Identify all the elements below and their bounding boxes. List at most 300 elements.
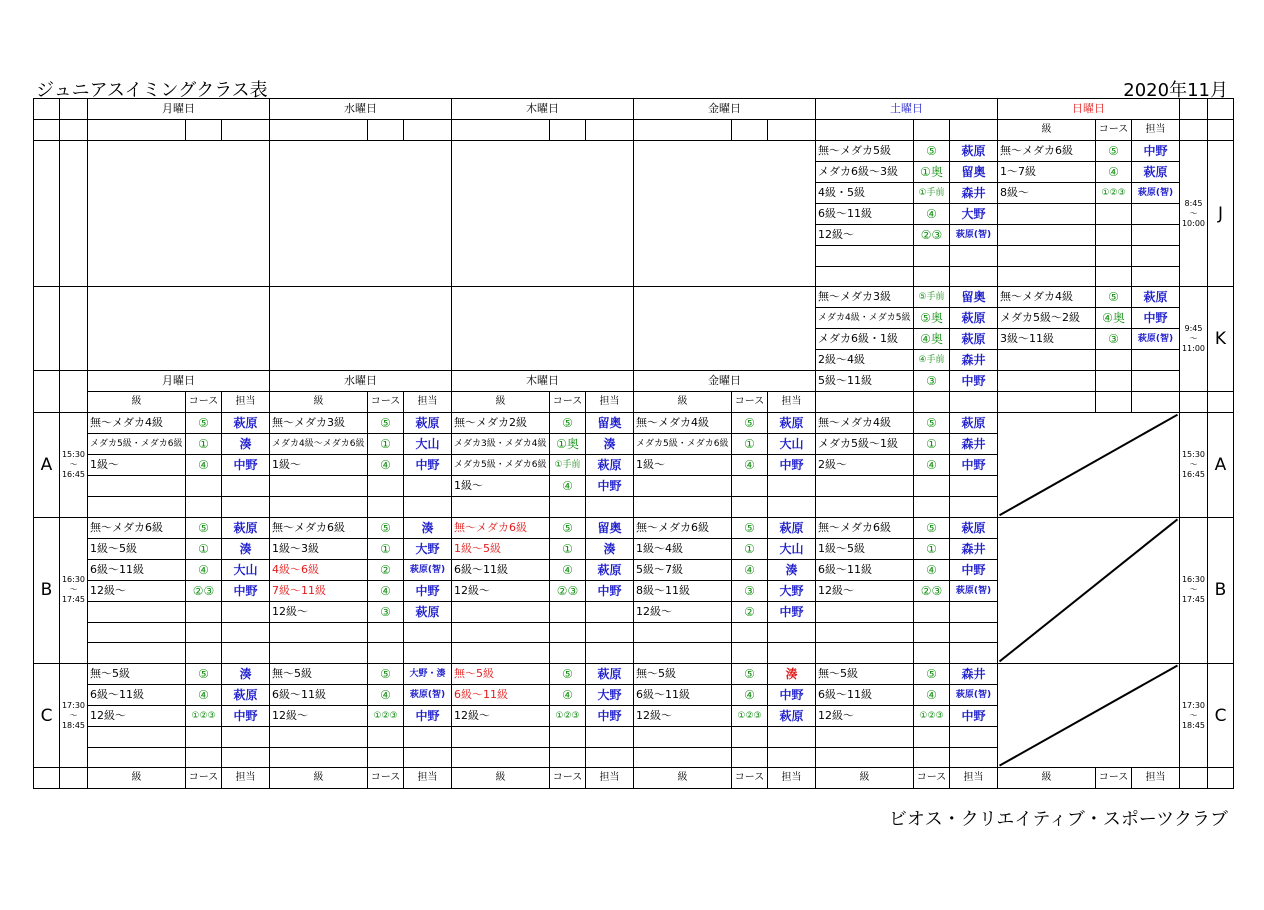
course-cell: ① — [186, 538, 222, 559]
grade-cell: 6級〜11級 — [634, 684, 732, 705]
course-cell — [1096, 225, 1132, 246]
course-cell: ⑤ — [368, 413, 404, 434]
course-cell — [914, 601, 950, 622]
course-cell — [914, 622, 950, 643]
cell — [60, 371, 88, 413]
subhdr-course: コース — [368, 392, 404, 413]
cell — [1180, 392, 1208, 413]
course-cell: ④ — [368, 580, 404, 601]
grade-cell: 1級〜3級 — [270, 538, 368, 559]
staff-cell — [586, 601, 634, 622]
class-label-c-right: C — [1208, 663, 1234, 767]
cell — [1208, 392, 1234, 413]
time-b: 16:30 〜 17:45 — [60, 517, 88, 663]
grade-cell: 無〜5級 — [634, 663, 732, 684]
blank-cell — [34, 287, 60, 371]
staff-cell — [950, 643, 998, 664]
course-cell: ①②③ — [1096, 183, 1132, 204]
cell — [186, 120, 222, 141]
subhdr-staff: 担当 — [404, 392, 452, 413]
course-cell: ④ — [732, 559, 768, 580]
schedule-table — [33, 98, 1234, 789]
cell — [816, 120, 914, 141]
empty-day — [634, 287, 816, 371]
grade-cell: 無〜メダカ4級 — [88, 413, 186, 434]
cell — [1132, 392, 1180, 413]
course-cell — [732, 643, 768, 664]
grade-cell: 無〜5級 — [816, 663, 914, 684]
empty-day — [270, 287, 452, 371]
grade-cell: 1級〜 — [452, 476, 550, 497]
grade-cell — [634, 726, 732, 747]
subhdr-grade: 級 — [452, 392, 550, 413]
staff-cell — [1132, 204, 1180, 225]
grade-cell — [816, 266, 914, 287]
staff-cell — [586, 726, 634, 747]
empty-day — [88, 141, 270, 287]
subhdr-grade: 級 — [270, 392, 368, 413]
subhdr-course: コース — [186, 392, 222, 413]
grade-cell: メダカ3級・メダカ4級 — [452, 434, 550, 455]
staff-cell: 中野 — [950, 455, 998, 476]
staff-cell: 中野 — [1132, 308, 1180, 329]
grade-cell: 1級〜 — [88, 455, 186, 476]
course-cell — [550, 726, 586, 747]
staff-cell: 中野 — [404, 705, 452, 726]
course-cell — [1096, 246, 1132, 267]
staff-cell: 留奥 — [950, 162, 998, 183]
course-cell: ③ — [732, 580, 768, 601]
grade-cell: 無〜メダカ6級 — [88, 517, 186, 538]
course-cell: ③ — [914, 371, 950, 392]
cell — [368, 120, 404, 141]
staff-cell — [768, 643, 816, 664]
staff-cell: 萩原 — [950, 329, 998, 350]
staff-cell: 中野 — [222, 455, 270, 476]
course-cell: ①手前 — [914, 183, 950, 204]
course-cell: ⑤ — [368, 517, 404, 538]
subhdr-grade: 級 — [816, 768, 914, 789]
subhdr-staff: 担当 — [1132, 768, 1180, 789]
grade-cell — [270, 497, 368, 518]
staff-cell — [950, 747, 998, 768]
staff-cell — [950, 726, 998, 747]
course-cell: ① — [368, 538, 404, 559]
course-cell — [914, 747, 950, 768]
staff-cell: 留奥 — [586, 413, 634, 434]
course-cell: ① — [914, 538, 950, 559]
staff-cell: 大野 — [586, 684, 634, 705]
grade-cell: 12級〜 — [452, 705, 550, 726]
course-cell — [550, 622, 586, 643]
subhdr-staff: 担当 — [768, 392, 816, 413]
grade-cell: 2級〜 — [816, 455, 914, 476]
course-cell: ① — [550, 538, 586, 559]
grade-cell: 6級〜11級 — [270, 684, 368, 705]
subhdr-staff: 担当 — [404, 768, 452, 789]
staff-cell: 萩原 — [950, 517, 998, 538]
course-cell: ⑤ — [550, 663, 586, 684]
grade-cell — [816, 476, 914, 497]
course-cell: ①②③ — [550, 705, 586, 726]
corner-cell — [34, 99, 60, 120]
staff-cell — [586, 497, 634, 518]
subhdr-grade: 級 — [452, 768, 550, 789]
staff-cell: 留奥 — [586, 517, 634, 538]
staff-cell: 中野 — [768, 684, 816, 705]
subhdr-staff: 担当 — [586, 392, 634, 413]
time-a-right: 15:30 〜 16:45 — [1180, 413, 1208, 518]
staff-cell: 湊 — [404, 517, 452, 538]
grade-cell — [816, 497, 914, 518]
cell — [34, 768, 60, 789]
staff-cell: 森井 — [950, 663, 998, 684]
grade-cell: 4級・5級 — [816, 183, 914, 204]
corner-cell — [1208, 99, 1234, 120]
day-header: 金曜日 — [634, 371, 816, 392]
grade-cell — [998, 204, 1096, 225]
grade-cell: 無〜メダカ4級 — [816, 413, 914, 434]
staff-cell: 森井 — [950, 350, 998, 371]
course-cell: ⑤ — [368, 663, 404, 684]
empty-day — [452, 287, 634, 371]
day-header: 水曜日 — [270, 371, 452, 392]
staff-cell: 中野 — [404, 455, 452, 476]
grade-cell: 1級〜5級 — [452, 538, 550, 559]
grade-cell — [270, 643, 368, 664]
course-cell — [1096, 204, 1132, 225]
course-cell — [1096, 371, 1132, 392]
staff-cell — [222, 497, 270, 518]
cell — [1180, 120, 1208, 141]
course-cell: ① — [186, 434, 222, 455]
course-cell — [368, 622, 404, 643]
staff-cell: 萩原(智) — [404, 559, 452, 580]
grade-cell: 1級〜 — [270, 455, 368, 476]
subhdr-grade: 級 — [270, 768, 368, 789]
course-cell: ①手前 — [550, 455, 586, 476]
grade-cell — [270, 726, 368, 747]
course-cell: ⑤ — [186, 663, 222, 684]
staff-cell: 大野 — [404, 538, 452, 559]
course-cell: ①奥 — [914, 162, 950, 183]
grade-cell — [452, 726, 550, 747]
grade-cell: 12級〜 — [816, 580, 914, 601]
staff-cell — [950, 497, 998, 518]
staff-cell: 中野 — [950, 705, 998, 726]
subhdr-staff: 担当 — [950, 768, 998, 789]
course-cell: ⑤ — [550, 413, 586, 434]
grade-cell — [452, 622, 550, 643]
course-cell: ④ — [186, 559, 222, 580]
staff-cell: 湊 — [586, 538, 634, 559]
staff-cell: 湊 — [222, 538, 270, 559]
staff-cell — [404, 726, 452, 747]
staff-cell: 萩原 — [222, 684, 270, 705]
time-j: 8:45 〜 10:00 — [1180, 141, 1208, 287]
staff-cell: 萩原 — [404, 413, 452, 434]
day-header: 木曜日 — [452, 371, 634, 392]
subhdr-staff: 担当 — [586, 768, 634, 789]
course-cell: ①②③ — [914, 705, 950, 726]
grade-cell: 無〜メダカ3級 — [816, 287, 914, 308]
grade-cell — [634, 622, 732, 643]
staff-cell — [586, 747, 634, 768]
course-cell: ② — [732, 601, 768, 622]
page-title: ジュニアスイミングクラス表 — [36, 80, 268, 101]
sunday-no-class — [998, 517, 1180, 663]
empty-day — [88, 287, 270, 371]
staff-cell: 萩原 — [586, 559, 634, 580]
course-cell — [368, 726, 404, 747]
sunday-no-class — [998, 663, 1180, 767]
staff-cell: 萩原(智) — [1132, 329, 1180, 350]
course-cell — [914, 726, 950, 747]
staff-cell: 中野 — [950, 559, 998, 580]
grade-cell — [816, 601, 914, 622]
staff-cell — [768, 622, 816, 643]
staff-cell: 大野 — [950, 204, 998, 225]
subhdr-grade: 級 — [88, 392, 186, 413]
course-cell: ① — [732, 538, 768, 559]
grade-cell — [998, 246, 1096, 267]
grade-cell: メダカ6級〜3級 — [816, 162, 914, 183]
staff-cell: 森井 — [950, 183, 998, 204]
staff-cell: 中野 — [586, 580, 634, 601]
staff-cell: 萩原(智) — [950, 580, 998, 601]
course-cell: ① — [732, 434, 768, 455]
subhdr-course: コース — [1096, 768, 1132, 789]
staff-cell: 萩原 — [950, 413, 998, 434]
course-cell: ②③ — [914, 580, 950, 601]
staff-cell: 森井 — [950, 434, 998, 455]
grade-cell — [452, 747, 550, 768]
course-cell — [368, 476, 404, 497]
course-cell: ④ — [914, 684, 950, 705]
cell — [34, 371, 60, 413]
grade-cell: 4級〜6級 — [270, 559, 368, 580]
grade-cell: メダカ6級・1級 — [816, 329, 914, 350]
blank-cell — [60, 141, 88, 287]
empty-day — [634, 141, 816, 287]
course-cell — [914, 643, 950, 664]
grade-cell — [88, 476, 186, 497]
grade-cell: 1級〜 — [634, 455, 732, 476]
course-cell — [914, 266, 950, 287]
staff-cell: 萩原(智) — [1132, 183, 1180, 204]
grade-cell: 8級〜11級 — [634, 580, 732, 601]
staff-cell: 森井 — [950, 538, 998, 559]
grade-cell — [88, 747, 186, 768]
course-cell: ⑤ — [732, 663, 768, 684]
course-cell — [550, 497, 586, 518]
staff-cell: 留奥 — [950, 287, 998, 308]
staff-cell: 萩原(智) — [950, 684, 998, 705]
grade-cell: 12級〜 — [634, 705, 732, 726]
course-cell — [732, 726, 768, 747]
staff-cell — [222, 643, 270, 664]
staff-cell — [1132, 246, 1180, 267]
course-cell — [550, 601, 586, 622]
cell — [270, 120, 368, 141]
course-cell — [732, 622, 768, 643]
day-header: 金曜日 — [634, 99, 816, 120]
cell — [634, 120, 732, 141]
staff-cell — [404, 497, 452, 518]
course-cell — [186, 601, 222, 622]
grade-cell — [88, 726, 186, 747]
course-cell: ④ — [732, 455, 768, 476]
course-cell — [550, 747, 586, 768]
grade-cell: 12級〜 — [816, 705, 914, 726]
grade-cell — [88, 643, 186, 664]
cell — [452, 120, 550, 141]
grade-cell: 2級〜4級 — [816, 350, 914, 371]
subhdr-grade: 級 — [998, 120, 1096, 141]
grade-cell: 6級〜11級 — [816, 204, 914, 225]
cell — [222, 120, 270, 141]
grade-cell: 12級〜 — [88, 580, 186, 601]
grade-cell: メダカ5級・メダカ6級 — [452, 455, 550, 476]
staff-cell: 萩原(智) — [950, 225, 998, 246]
grade-cell — [634, 643, 732, 664]
grade-cell — [452, 497, 550, 518]
grade-cell: 1級〜4級 — [634, 538, 732, 559]
staff-cell: 中野 — [222, 580, 270, 601]
subhdr-course: コース — [186, 768, 222, 789]
subhdr-course: コース — [914, 768, 950, 789]
day-header: 水曜日 — [270, 99, 452, 120]
grade-cell — [634, 497, 732, 518]
grade-cell: メダカ5級・メダカ6級 — [88, 434, 186, 455]
course-cell — [368, 643, 404, 664]
course-cell: ⑤ — [914, 141, 950, 162]
time-b-right: 16:30 〜 17:45 — [1180, 517, 1208, 663]
course-cell: ④ — [186, 684, 222, 705]
course-cell — [732, 747, 768, 768]
grade-cell: メダカ5級〜2級 — [998, 308, 1096, 329]
staff-cell: 萩原(智) — [404, 684, 452, 705]
staff-cell: 中野 — [586, 476, 634, 497]
staff-cell: 中野 — [950, 371, 998, 392]
cell — [34, 120, 60, 141]
staff-cell — [1132, 371, 1180, 392]
staff-cell: 萩原 — [404, 601, 452, 622]
grade-cell — [634, 747, 732, 768]
grade-cell: 6級〜11級 — [452, 559, 550, 580]
grade-cell: 無〜5級 — [452, 663, 550, 684]
staff-cell — [222, 747, 270, 768]
class-label-a-right: A — [1208, 413, 1234, 518]
course-cell — [914, 497, 950, 518]
course-cell — [186, 643, 222, 664]
subhdr-course: コース — [550, 768, 586, 789]
class-label-b-right: B — [1208, 517, 1234, 663]
grade-cell — [634, 476, 732, 497]
course-cell — [186, 726, 222, 747]
cell — [88, 120, 186, 141]
staff-cell: 萩原 — [950, 308, 998, 329]
grade-cell — [816, 643, 914, 664]
staff-cell — [1132, 225, 1180, 246]
cell — [586, 120, 634, 141]
sunday-no-class — [998, 413, 1180, 518]
course-cell: ⑤ — [732, 517, 768, 538]
grade-cell: 無〜5級 — [270, 663, 368, 684]
course-cell: ①②③ — [186, 705, 222, 726]
course-cell — [186, 747, 222, 768]
grade-cell: 無〜メダカ6級 — [634, 517, 732, 538]
subhdr-grade: 級 — [634, 392, 732, 413]
grade-cell: 12級〜 — [270, 601, 368, 622]
course-cell: ④ — [1096, 162, 1132, 183]
course-cell: ⑤ — [732, 413, 768, 434]
staff-cell — [404, 476, 452, 497]
staff-cell: 萩原 — [586, 455, 634, 476]
course-cell: ③ — [1096, 329, 1132, 350]
day-header: 日曜日 — [998, 99, 1180, 120]
grade-cell: 6級〜11級 — [816, 559, 914, 580]
grade-cell: メダカ4級〜メダカ6級 — [270, 434, 368, 455]
staff-cell: 大野 — [768, 580, 816, 601]
class-label-b: B — [34, 517, 60, 663]
corner-cell — [60, 99, 88, 120]
grade-cell — [270, 747, 368, 768]
cell — [1208, 768, 1234, 789]
course-cell — [368, 747, 404, 768]
subhdr-staff: 担当 — [1132, 120, 1180, 141]
grade-cell — [816, 622, 914, 643]
staff-cell: 萩原 — [222, 517, 270, 538]
course-cell: ① — [368, 434, 404, 455]
staff-cell: 中野 — [404, 580, 452, 601]
staff-cell: 中野 — [768, 601, 816, 622]
grade-cell: 5級〜11級 — [816, 371, 914, 392]
class-label-c: C — [34, 663, 60, 767]
course-cell — [1096, 266, 1132, 287]
grade-cell: 6級〜11級 — [88, 559, 186, 580]
course-cell: ① — [914, 434, 950, 455]
staff-cell — [950, 476, 998, 497]
grade-cell: 無〜メダカ4級 — [998, 287, 1096, 308]
course-cell: ⑤奥 — [914, 308, 950, 329]
subhdr-course: コース — [1096, 120, 1132, 141]
grade-cell: 無〜メダカ3級 — [270, 413, 368, 434]
course-cell: ④ — [368, 684, 404, 705]
grade-cell: 7級〜11級 — [270, 580, 368, 601]
subhdr-grade: 級 — [998, 768, 1096, 789]
staff-cell — [1132, 266, 1180, 287]
course-cell — [186, 622, 222, 643]
course-cell — [914, 246, 950, 267]
grade-cell — [452, 643, 550, 664]
staff-cell: 大山 — [222, 559, 270, 580]
course-cell: ④ — [914, 204, 950, 225]
staff-cell — [404, 747, 452, 768]
grade-cell: 12級〜 — [88, 705, 186, 726]
grade-cell: 無〜メダカ6級 — [452, 517, 550, 538]
staff-cell: 萩原 — [222, 413, 270, 434]
staff-cell: 萩原 — [768, 413, 816, 434]
grade-cell: 12級〜 — [816, 225, 914, 246]
course-cell: ②③ — [186, 580, 222, 601]
course-cell: ④ — [732, 684, 768, 705]
grade-cell: 6級〜11級 — [816, 684, 914, 705]
course-cell: ⑤ — [186, 413, 222, 434]
course-cell: ⑤ — [550, 517, 586, 538]
course-cell: ⑤ — [186, 517, 222, 538]
blank-cell — [60, 287, 88, 371]
